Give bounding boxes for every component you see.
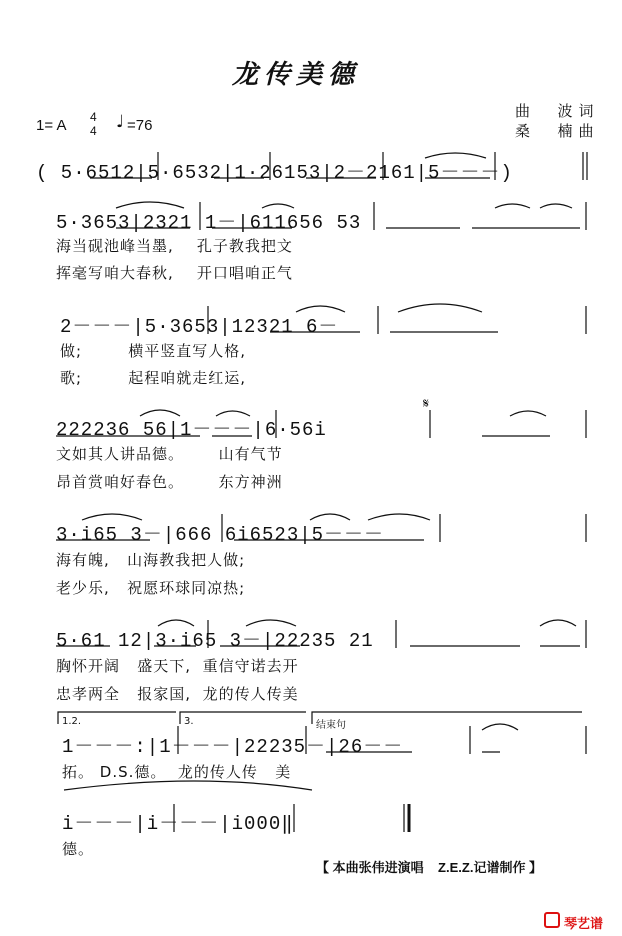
score-row-3-lyric-2: 歌; 起程咱就走红运, [60, 369, 246, 387]
score-row-4-notes: 222236 56|1－－－|6·56i [56, 419, 327, 441]
segno-sign: 𝄋 [423, 396, 430, 412]
score-row-2-notes: 5·3653|2321 1－|611656 53 [56, 212, 362, 234]
score-row-5-notes: 3·i65 3－|666 6i6523|5－－－ [56, 524, 385, 546]
quarter-note-icon: ♩ [116, 112, 125, 132]
score-row-6-notes: 5·61 12|3·i65 3－|22235 21 [56, 630, 374, 652]
coda-label: 结束句 [316, 720, 346, 731]
score-row-5-lyric-2: 老少乐, 祝愿环球同凉热; [56, 579, 246, 597]
score-row-4-lyric-1: 文如其人讲品德。 山有气节 [56, 445, 283, 463]
score-row-5-lyric-1: 海有魄, 山海教我把人做; [56, 551, 246, 569]
score-row-6-lyric-1: 胸怀开阔 盛天下, 重信守诺去开 [56, 657, 299, 675]
score-row-2-lyric-2: 挥毫写咱大春秋, 开口唱咱正气 [56, 264, 293, 282]
lyricist-credit: 曲 波词 [515, 102, 600, 120]
volta-1-2-label: 1.2. [62, 716, 82, 727]
key-signature: 1= A [36, 117, 67, 134]
brand-name: 琴艺谱 [564, 916, 604, 931]
composer-credit: 桑 楠曲 [515, 122, 600, 140]
score-row-3-notes: 2－－－|5·3653|12321 6－ [60, 316, 339, 338]
volta-3-label: 3. [184, 716, 194, 727]
score-row-8-notes: i－－－|i－－－|i000‖ [62, 813, 294, 835]
score-row-8-lyric-1: 德。 [62, 840, 95, 858]
score-row-7-lyric-1: 拓。 D.S.德。 龙的传人传 美 [62, 763, 292, 781]
score-row-6-lyric-2: 忠孝两全 报家国, 龙的传人传美 [56, 685, 299, 703]
performance-credit: 【 本曲张伟进演唱 Z.E.Z.记谱制作 】 [316, 860, 543, 875]
time-signature-bottom: 4 [90, 124, 97, 138]
score-row-3-lyric-1: 做; 横平竖直写人格, [60, 342, 246, 360]
score-row-7-notes: 1－－－:|1－－－|22235－|26－－ [62, 736, 404, 758]
time-signature-top: 4 [90, 110, 97, 124]
tempo-marking: =76 [127, 117, 153, 134]
score-row-1-notes: ( 5·6512|5·6532|1·26153|2－2161|5－－－) [36, 162, 513, 184]
score-row-2-lyric-1: 海当砚池峰当墨, 孔子教我把文 [56, 237, 293, 255]
song-title: 龙传美德 [232, 60, 361, 90]
score-row-4-lyric-2: 昂首赏咱好春色。 东方神洲 [56, 473, 283, 491]
